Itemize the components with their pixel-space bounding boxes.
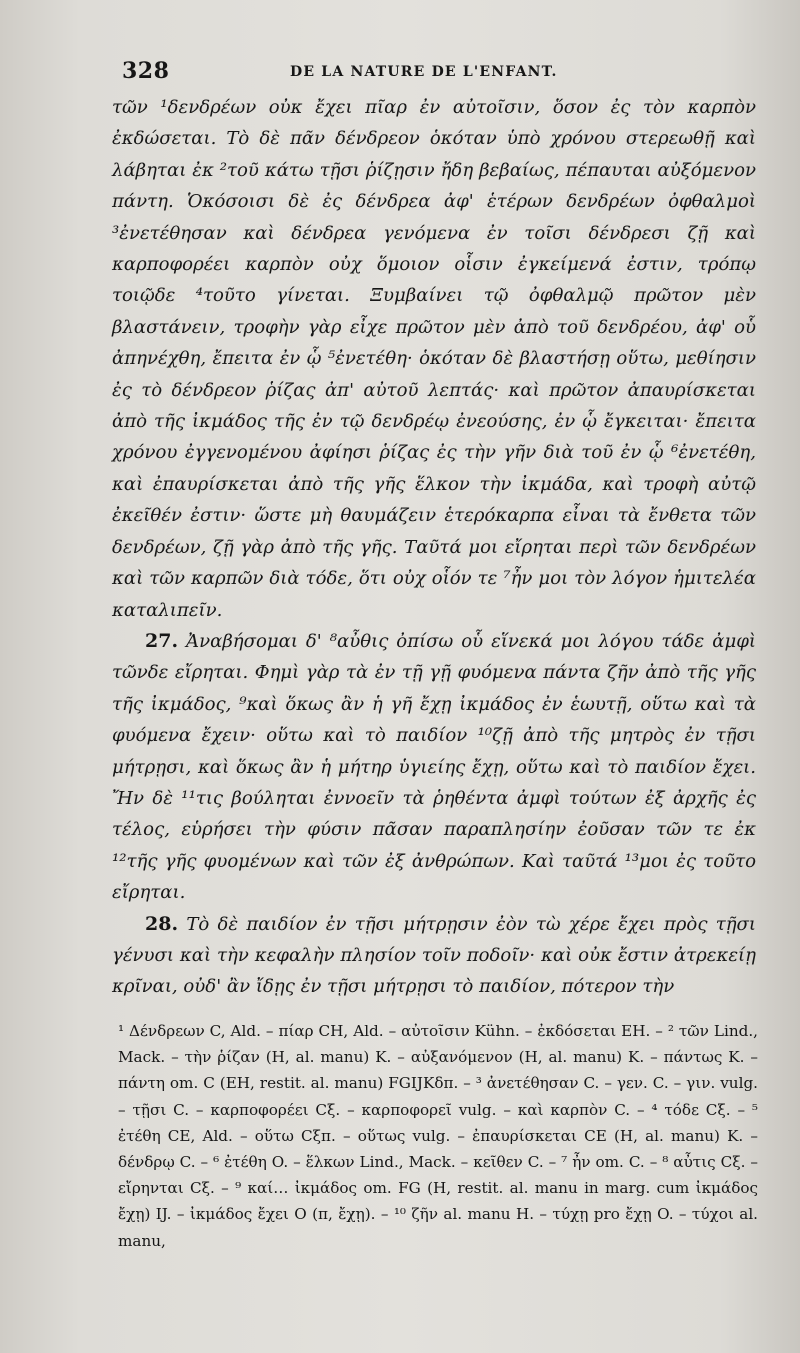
page-number: 328 bbox=[122, 58, 170, 84]
page-header bbox=[122, 58, 682, 84]
section-number-27: 27. bbox=[145, 629, 179, 652]
footnotes-text: ¹ Δένδρεων C, Ald. – πίαρ CH, Ald. – αὐτοῖσιν Kühn. – ἐκδόσεται EH. – ² τῶν Lind., Mack. – τὴν ῥίζαν (H, al. manu) K. – αὐξανόμενον (H, al. manu) K. – πάντως K. – πάντη om. C (EH, restit. al. manu) FGIJKδπ. – ³ ἀνετέθησαν C. – γεν. C. – γιν. vulg. – τῇσι C. – καρποφορέει Cξ. – καρποφορεῖ vulg. – καὶ καρπὸν C. – ⁴ τόδε Cξ. – ⁵ ἐτέθη CE, Ald. – οὕτω Cξπ. – οὕτως vulg. – ἐπαυρίσκεται CE (H, al. manu) K. – δένδρῳ C. – ⁶ ἐτέθη O. – ἕλκων Lind., Mack. – κεῖθεν C. – ⁷ ἦν om. C. – ⁸ αὖτις Cξ. – εἴρηνται Cξ. – ⁹ καί… ἰκμάδος om. FG (H, restit. al. manu in marg. cum ἰκμάδος ἔχῃ) IJ. – ἰκμάδος ἔχει O (π, ἔχῃ). – ¹⁰ ζῆν al. manu H. – τύχῃ pro ἔχῃ O. – τύχοι al. manu, bbox=[118, 1022, 758, 1250]
paragraph-27 bbox=[112, 626, 756, 909]
paragraph-26-continuation: τῶν ¹δενδρέων οὐκ ἔχει πῖαρ ἐν αὐτοῖσιν, ὅσον ἐς τὸν καρπὸν ἐκδώσεται. Τὸ δὲ πᾶν δένδρεον ὁκόταν ὑπὸ χρόνου στερεωθῇ καὶ λάβηται ἐκ ²τοῦ κάτω τῇσι ῥίζῃσιν ἤδη βεβαίως, πέπαυται αὐξόμενον πάντη. Ὁκόσοισι δὲ ἐς δένδρεα ἀφ' ἑτέρων δενδρέων ὀφθαλμοὶ ³ἐνετέθησαν καὶ δένδρεα γενόμενα ἐν τοῖσι δένδρεσι ζῇ καὶ καρποφορέει καρπὸν οὐχ ὅμοιον οἷσιν ἐγκείμενά ἐστιν, τρόπῳ τοιῷδε ⁴τοῦτο γίνεται. Ξυμβαίνει τῷ ὀφθαλμῷ πρῶτον μὲν βλαστάνειν, τροφὴν γὰρ εἶχε πρῶτον μὲν ἀπὸ τοῦ δενδρέου, ἀφ' οὗ ἀπηνέχθη, ἔπειτα ἐν ᾧ ⁵ἐνετέθη· ὁκόταν δὲ βλαστήσῃ οὕτω, μεθίησιν ἐς τὸ δένδρεον ῥίζας ἀπ' αὐτοῦ λεπτάς· καὶ πρῶτον ἀπαυρίσκεται ἀπὸ τῆς ἰκμάδος τῆς ἐν τῷ δενδρέῳ ἐνεούσης, ἐν ᾧ ἔγκειται· ἔπειτα χρόνου ἐγγενομένου ἀφίησι ῥίζας ἐς τὴν γῆν διὰ τοῦ ἐν ᾧ ⁶ἐνετέθη, καὶ ἐπαυρίσκεται ἀπὸ τῆς γῆς ἕλκον τὴν ἰκμάδα, καὶ τροφὴ αὐτῷ ἐκεῖθέν ἐστιν· ὥστε μὴ θαυμάζειν ἑτερόκαρπα εἶναι τὰ ἔνθετα τῶν δενδρέων, ζῇ γὰρ ἀπὸ τῆς γῆς. Ταῦτά μοι εἴρηται περὶ τῶν δενδρέων καὶ τῶν καρπῶν διὰ τόδε, ὅτι οὐχ οἷόν τε ⁷ἦν μοι τὸν λόγον ἡμιτελέα καταλιπεῖν. bbox=[112, 97, 756, 621]
section-number-28: 28. bbox=[145, 912, 179, 935]
main-text bbox=[112, 92, 756, 1003]
paragraph-28-text: Τὸ δὲ παιδίον ἐν τῇσι μήτρῃσιν ἐὸν τὼ χέρε ἔχει πρὸς τῇσι γένυσι καὶ τὴν κεφαλὴν πλησίον τοῖν ποδοῖν· καὶ οὐκ ἔστιν ἀτρεκείῃ κρῖναι, οὐδ' ἂν ἴδῃς ἐν τῇσι μήτρῃσι τὸ παιδίον, πότερον τὴν bbox=[112, 913, 756, 998]
paragraph-28 bbox=[112, 909, 756, 1003]
paragraph-27-text: Ἀναβήσομαι δ' ⁸αὖθις ὀπίσω οὗ εἵνεκά μοι λόγου τάδε ἀμφὶ τῶνδε εἴρηται. Φημὶ γὰρ τὰ ἐν τῇ γῇ φυόμενα πάντα ζῆν ἀπὸ τῆς γῆς τῆς ἰκμάδος, ⁹καὶ ὅκως ἂν ἡ γῆ ἔχῃ ἰκμάδος ἐν ἑωυτῇ, οὕτω καὶ τὰ φυόμενα ἔχειν· οὕτω καὶ τὸ παιδίον ¹⁰ζῇ ἀπὸ τῆς μητρὸς ἐν τῇσι μήτρῃσι, καὶ ὅκως ἂν ἡ μήτηρ ὑγιείης ἔχῃ, οὕτω καὶ τὸ παιδίον ἔχει. Ἤν δὲ ¹¹τις βούληται ἐννοεῖν τὰ ῥηθέντα ἀμφὶ τούτων ἐξ ἀρχῆς ἐς τέλος, εὑρήσει τὴν φύσιν πᾶσαν παραπλησίην ἐοῦσαν τῶν τε ἐκ ¹²τῆς γῆς φυομένων καὶ τῶν ἐξ ἀνθρώπων. Καὶ ταῦτά ¹³μοι ἐς τοῦτο εἴρηται. bbox=[112, 630, 756, 904]
running-head: DE LA NATURE DE L'ENFANT. bbox=[290, 64, 558, 80]
footnotes bbox=[118, 1018, 758, 1254]
